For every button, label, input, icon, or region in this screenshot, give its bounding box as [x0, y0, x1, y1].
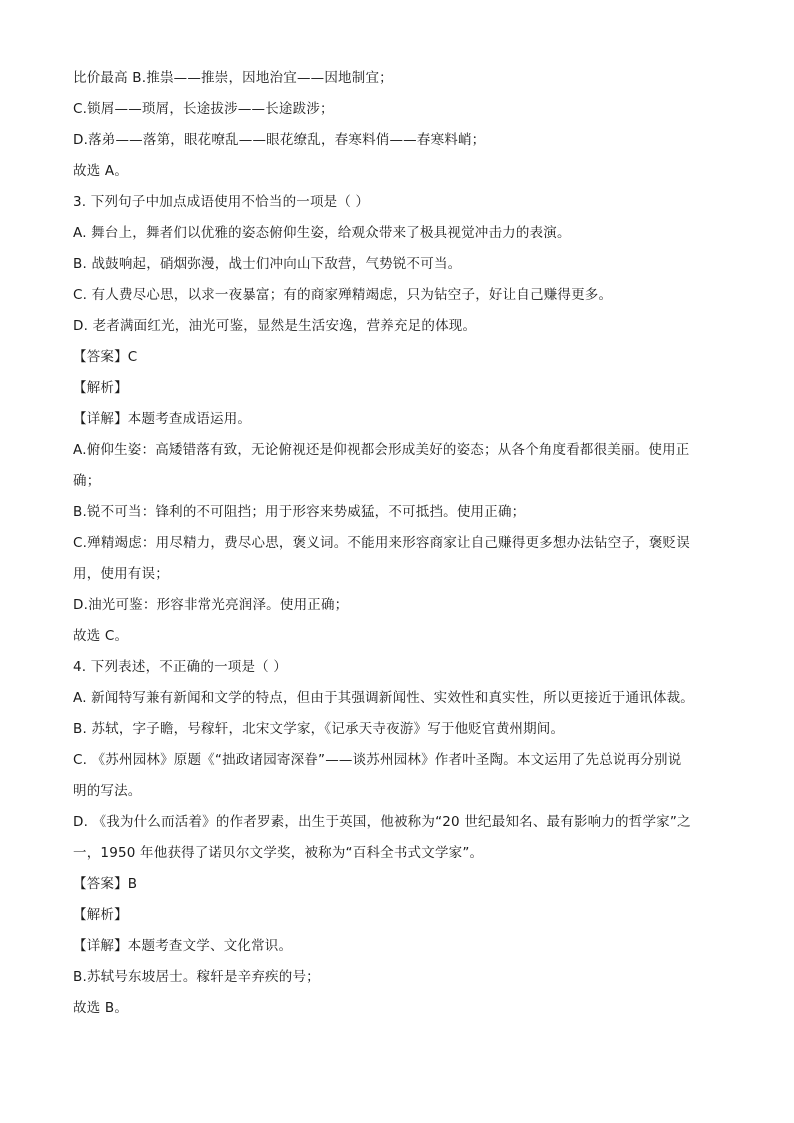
- text-line: B.锐不可当：锋利的不可阻挡；用于形容来势威猛，不可抵挡。使用正确；: [73, 504, 526, 520]
- question-4-option-a: A. 新闻特写兼有新闻和文学的特点，但由于其强调新闻性、实效性和真实性，所以更接近于通讯体裁。: [73, 690, 694, 706]
- text-line: 一，1950 年他获得了诺贝尔文学奖，被称为“百科全书式文学家”。: [73, 845, 484, 861]
- text-line: A.俯仰生姿：高矮错落有致，无论俯视还是仰视都会形成美好的姿态；从各个角度看都很美丽。使用正: [73, 442, 690, 458]
- text-line: 比价最高 B.推祟——推崇，因地治宜——因地制宜；: [73, 70, 393, 86]
- detail-label: 【详解】本题考查成语运用。: [73, 411, 252, 427]
- analysis-label: 【解析】: [73, 380, 128, 396]
- text-line: C.锁屑——琐屑，长途拔涉——长途跋涉；: [73, 101, 334, 117]
- question-3-stem: 3. 下列句子中加点成语使用不恰当的一项是（ ）: [73, 194, 370, 210]
- text-line: 确；: [73, 473, 101, 489]
- text-line: C.殚精竭虑：用尽精力，费尽心思，褒义词。不能用来形容商家让自己赚得更多想办法钻空子，褒贬误: [73, 535, 690, 551]
- question-3-option-c: C. 有人费尽心思，以求一夜暴富；有的商家殚精竭虑，只为钻空子，好让自己赚得更多。: [73, 287, 613, 303]
- answer-label: 【答案】C: [73, 349, 138, 365]
- text-line: 明的写法。: [73, 783, 142, 799]
- question-3-option-a: A. 舞台上，舞者们以优雅的姿态俯仰生姿，给观众带来了极具视觉冲击力的表演。: [73, 225, 571, 241]
- text-line: 故选 A。: [73, 163, 129, 179]
- analysis-label: 【解析】: [73, 907, 128, 923]
- question-3-option-b: B. 战鼓响起，硝烟弥漫，战士们冲向山下敌营，气势锐不可当。: [73, 256, 462, 272]
- question-3-option-d: D. 老者满面红光，油光可鉴，显然是生活安逸，营养充足的体现。: [73, 318, 477, 334]
- text-line: B.苏轼号东坡居士。稼轩是辛弃疾的号；: [73, 969, 320, 985]
- question-4-option-c: C. 《苏州园林》原题《“拙政诸园寄深眷”——谈苏州园林》作者叶圣陶。本文运用了先总说再分别说: [73, 752, 682, 768]
- text-line: 用，使用有误；: [73, 566, 169, 582]
- text-line: 故选 B。: [73, 1000, 129, 1016]
- question-4-option-d: D. 《我为什么而活着》的作者罗素，出生于英国，他被称为“20 世纪最知名、最有影响力的哲学家”之: [73, 814, 691, 830]
- text-line: D.油光可鉴：形容非常光亮润泽。使用正确；: [73, 597, 349, 613]
- document-body: [73, 63, 723, 1024]
- answer-label: 【答案】B: [73, 876, 138, 892]
- question-4-stem: 4. 下列表述，不正确的一项是（ ）: [73, 659, 288, 675]
- detail-label: 【详解】本题考查文学、文化常识。: [73, 938, 293, 954]
- text-line: D.落弟——落第，眼花嘹乱——眼花缭乱，春寒料俏——春寒料峭；: [73, 132, 486, 148]
- question-4-option-b: B. 苏轼，字子瞻，号稼轩，北宋文学家，《记承天寺夜游》写于他贬官黄州期间。: [73, 721, 565, 737]
- text-line: 故选 C。: [73, 628, 129, 644]
